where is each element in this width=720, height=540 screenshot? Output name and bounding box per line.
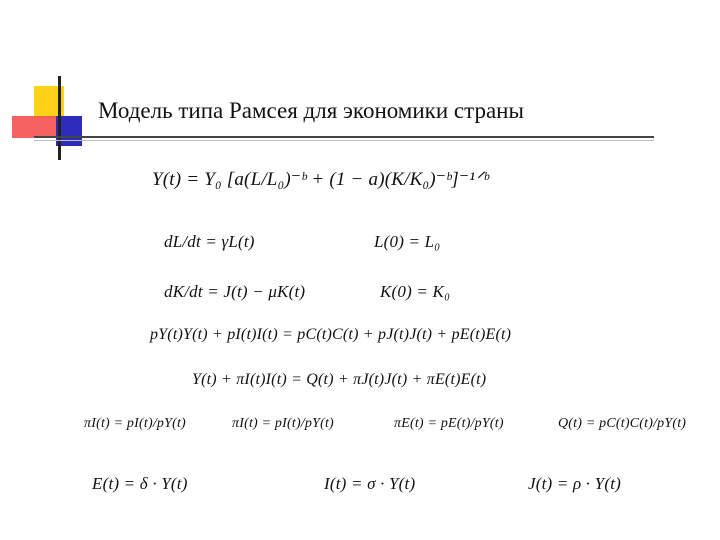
labor-initial-condition: L(0) = L₀ [374,232,441,251]
pi-i-definition-2: πI(t) = pI(t)/pY(t) [232,416,334,431]
nominal-balance-equation: pY(t)Y(t) + pI(t)I(t) = pC(t)C(t) + pJ(t)J(t) + pE(t)E(t) [150,326,512,343]
decor-vertical-line [58,76,61,160]
j-share-equation: J(t) = ρ · Y(t) [528,474,621,493]
i-share-equation: I(t) = σ · Y(t) [324,474,416,493]
labor-dynamics-equation: dL/dt = γL(t) [164,232,255,251]
production-equation: Y(t) = Y₀ [a(L/L₀)⁻ᵇ + (1 − a)(K/K₀)⁻ᵇ]⁻¹ᐟᵇ [152,169,489,190]
decor-title-underline [34,136,654,138]
pi-e-definition: πE(t) = pE(t)/pY(t) [394,416,504,431]
e-share-equation: E(t) = δ · Y(t) [92,474,188,493]
decor-red-square [12,116,56,138]
capital-dynamics-equation: dK/dt = J(t) − μK(t) [164,282,306,301]
pi-i-definition-1: πI(t) = pI(t)/pY(t) [84,416,186,431]
capital-initial-condition: K(0) = K₀ [380,282,451,301]
decor-title-underline-shadow [34,140,654,141]
real-balance-equation: Y(t) + πI(t)I(t) = Q(t) + πJ(t)J(t) + πE(t)E(t) [192,371,487,388]
q-definition: Q(t) = pC(t)C(t)/pY(t) [558,416,687,431]
slide-title: Модель типа Рамсея для экономики страны [98,98,524,123]
